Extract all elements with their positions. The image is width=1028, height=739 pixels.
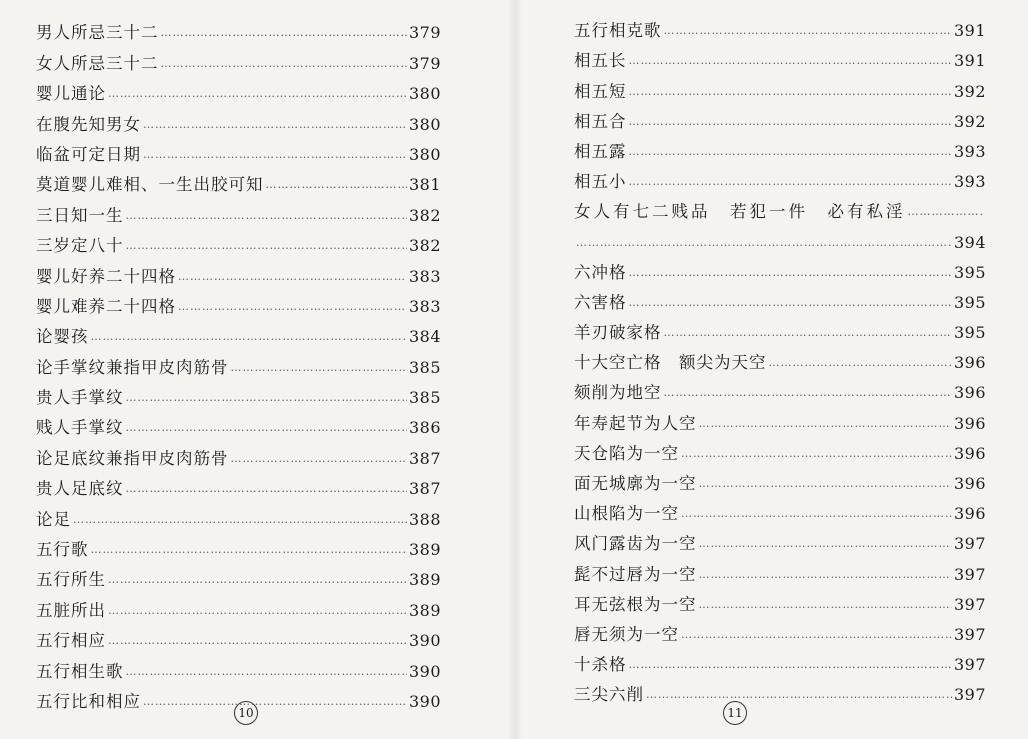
toc-entry [36, 226, 441, 256]
toc-entry [36, 621, 441, 651]
toc-entry [36, 256, 441, 286]
toc-entry [36, 438, 441, 468]
toc-entry-page: 387 [408, 448, 441, 468]
toc-entry-title: 髭不过唇为一空 [574, 564, 697, 584]
toc-entry [574, 283, 986, 313]
toc-entry [36, 195, 441, 225]
toc-entry-page: 380 [408, 84, 441, 104]
toc-leader-dots [664, 327, 952, 339]
toc-entry-page: 383 [408, 296, 441, 316]
toc-entry-page: 397 [953, 655, 986, 675]
right-toc-list [574, 11, 986, 705]
toc-entry-title: 婴儿通论 [36, 84, 106, 104]
toc-leader-dots [629, 146, 952, 158]
toc-entry-page: 379 [408, 53, 441, 73]
toc-entry-title: 论手掌纹兼指甲皮肉筋骨 [36, 357, 229, 377]
toc-entry-title: 在腹先知男女 [36, 114, 141, 134]
toc-entry-title: 莫道婴儿难相、一生出胶可知 [36, 175, 264, 195]
toc-entry-page: 397 [953, 594, 986, 614]
toc-entry-title: 五行相生歌 [36, 661, 124, 681]
toc-entry-page: 397 [953, 624, 986, 644]
toc-entry [36, 165, 441, 195]
toc-entry [574, 645, 986, 675]
toc-leader-dots [629, 176, 952, 188]
toc-entry-title: 五行相克歌 [574, 21, 662, 41]
toc-leader-dots [143, 119, 407, 131]
toc-leader-dots [108, 574, 407, 586]
toc-entry-page: 386 [408, 418, 441, 438]
toc-entry-title: 五行相应 [36, 631, 106, 651]
toc-leader-dots [178, 271, 407, 283]
toc-entry-page: 383 [408, 266, 441, 286]
toc-entry-page: 380 [408, 144, 441, 164]
toc-entry-title: 相五露 [574, 141, 627, 161]
toc-leader-dots [126, 240, 407, 252]
toc-entry-title: 天仓陷为一空 [574, 443, 679, 463]
toc-entry [574, 464, 986, 494]
toc-entry-title: 六害格 [574, 292, 627, 312]
toc-entry [574, 71, 986, 101]
toc-entry-page: 392 [953, 111, 986, 131]
toc-leader-dots [699, 478, 952, 490]
toc-entry-title: 十大空亡格 额尖为天空 [574, 353, 767, 373]
toc-entry-title: 贵人手掌纹 [36, 388, 124, 408]
toc-entry-title: 三日知一生 [36, 205, 124, 225]
toc-entry-title: 风门露齿为一空 [574, 534, 697, 554]
toc-entry [574, 675, 986, 705]
toc-entry-title: 五行所生 [36, 570, 106, 590]
toc-leader-dots [108, 605, 407, 617]
toc-entry [36, 530, 441, 560]
toc-entry-title: 临盆可定日期 [36, 144, 141, 164]
toc-entry-page: 396 [953, 413, 986, 433]
toc-leader-dots [126, 483, 407, 495]
toc-leader-dots [143, 149, 407, 161]
toc-entry-title: 论婴孩 [36, 327, 89, 347]
toc-entry-title: 羊刃破家格 [574, 323, 662, 343]
toc-leader-dots [161, 58, 407, 70]
toc-entry-page: 388 [408, 509, 441, 529]
toc-entry-title: 论足 [36, 509, 71, 529]
toc-entry-title: 贵人足底纹 [36, 479, 124, 499]
toc-entry [574, 102, 986, 132]
toc-entry-page: 396 [953, 383, 986, 403]
toc-entry [36, 104, 441, 134]
toc-leader-dots [699, 418, 952, 430]
toc-entry-page: 382 [408, 236, 441, 256]
toc-entry-page: 389 [408, 600, 441, 620]
toc-leader-dots [681, 629, 952, 641]
toc-entry-page: 385 [408, 388, 441, 408]
toc-entry [574, 615, 986, 645]
toc-leader-dots [91, 331, 407, 343]
toc-leader-dots [178, 301, 407, 313]
toc-entry [574, 192, 986, 222]
toc-entry [36, 560, 441, 590]
toc-entry [574, 343, 986, 373]
toc-leader-dots [629, 86, 952, 98]
toc-leader-dots [231, 453, 407, 465]
toc-entry-title: 五行比和相应 [36, 691, 141, 711]
toc-entry-title: 唇无须为一空 [574, 624, 679, 644]
toc-entry-title: 三尖六削 [574, 685, 644, 705]
toc-entry-page: 382 [408, 205, 441, 225]
toc-entry [574, 494, 986, 524]
toc-entry-title: 六冲格 [574, 262, 627, 282]
toc-entry-title: 相五小 [574, 172, 627, 192]
toc-entry-title: 十杀格 [574, 655, 627, 675]
toc-leader-dots [908, 206, 985, 218]
toc-entry-page: 393 [953, 172, 986, 192]
toc-entry [574, 132, 986, 162]
toc-leader-dots [266, 179, 407, 191]
toc-leader-dots [126, 392, 407, 404]
toc-entry-page: 392 [953, 81, 986, 101]
toc-entry-title: 山根陷为一空 [574, 504, 679, 524]
right-page [514, 0, 1028, 739]
toc-leader-dots [231, 362, 407, 374]
toc-leader-dots [629, 267, 952, 279]
toc-leader-dots [664, 387, 952, 399]
toc-entry-title: 年寿起节为人空 [574, 413, 697, 433]
toc-entry [574, 162, 986, 192]
toc-entry-page: 395 [953, 292, 986, 312]
toc-entry-title: 论足底纹兼指甲皮肉筋骨 [36, 448, 229, 468]
toc-leader-dots [629, 55, 952, 67]
toc-entry-page: 389 [408, 540, 441, 560]
toc-entry-title: 相五合 [574, 111, 627, 131]
toc-entry-title: 耳无弦根为一空 [574, 594, 697, 614]
toc-entry-page: 395 [953, 323, 986, 343]
toc-leader-dots [126, 422, 407, 434]
toc-entry [574, 313, 986, 343]
toc-entry [574, 41, 986, 71]
toc-entry [574, 373, 986, 403]
toc-entry [36, 378, 441, 408]
toc-entry [36, 651, 441, 681]
toc-entry-title: 三岁定八十 [36, 236, 124, 256]
toc-leader-dots [629, 116, 952, 128]
toc-entry [574, 554, 986, 584]
toc-entry-page: 390 [408, 691, 441, 711]
toc-entry-page: 397 [953, 534, 986, 554]
toc-entry [574, 585, 986, 615]
toc-leader-dots [126, 210, 407, 222]
toc-leader-dots [143, 696, 407, 708]
toc-entry [36, 13, 441, 43]
toc-entry-page: 397 [953, 685, 986, 705]
toc-entry-page: 396 [953, 504, 986, 524]
toc-leader-dots [161, 27, 407, 39]
toc-entry-title: 婴儿好养二十四格 [36, 266, 176, 286]
toc-entry-title: 五行歌 [36, 540, 89, 560]
toc-leader-dots [681, 448, 952, 460]
toc-entry [36, 287, 441, 317]
toc-entry-page: 391 [953, 51, 986, 71]
toc-entry [36, 135, 441, 165]
toc-entry-page: 397 [953, 564, 986, 584]
toc-entry-title: 女人有七二贱品 若犯一件 必有私淫 [574, 202, 906, 222]
toc-entry-page: 395 [953, 262, 986, 282]
toc-leader-dots [126, 666, 407, 678]
toc-entry-title: 相五短 [574, 81, 627, 101]
toc-leader-dots [108, 88, 407, 100]
toc-entry-page: 384 [408, 327, 441, 347]
toc-leader-dots [91, 544, 407, 556]
toc-entry-continuation [574, 222, 986, 252]
toc-entry-title: 颏削为地空 [574, 383, 662, 403]
toc-leader-dots [699, 569, 952, 581]
toc-entry-title: 相五长 [574, 51, 627, 71]
toc-entry [574, 11, 986, 41]
left-toc-list [36, 13, 441, 712]
toc-entry-title: 女人所忌三十二 [36, 53, 159, 73]
toc-leader-dots [108, 635, 407, 647]
toc-entry-title: 婴儿难养二十四格 [36, 296, 176, 316]
toc-entry-title: 贱人手掌纹 [36, 418, 124, 438]
toc-entry-page: 394 [953, 232, 986, 252]
toc-entry-page: 379 [408, 23, 441, 43]
right-page-number: 11 [723, 701, 747, 725]
toc-entry-title: 男人所忌三十二 [36, 23, 159, 43]
toc-leader-dots [681, 508, 952, 520]
toc-entry [36, 499, 441, 529]
toc-entry-page: 390 [408, 661, 441, 681]
toc-leader-dots [576, 237, 952, 249]
toc-entry [36, 43, 441, 73]
toc-entry-page: 390 [408, 631, 441, 651]
toc-entry [36, 347, 441, 377]
left-page-number: 10 [234, 701, 258, 725]
toc-entry [36, 590, 441, 620]
toc-entry-page: 396 [953, 353, 986, 373]
toc-entry [36, 408, 441, 438]
toc-entry-page: 387 [408, 479, 441, 499]
toc-entry [574, 434, 986, 464]
toc-entry [36, 469, 441, 499]
toc-entry-title: 面无城廓为一空 [574, 474, 697, 493]
toc-entry [574, 403, 986, 433]
toc-leader-dots [629, 659, 952, 671]
toc-leader-dots [769, 357, 952, 369]
toc-entry-page: 385 [408, 357, 441, 377]
toc-entry-page: 396 [953, 443, 986, 463]
toc-entry [574, 524, 986, 554]
toc-leader-dots [699, 538, 952, 550]
toc-entry [36, 74, 441, 104]
toc-leader-dots [664, 25, 952, 37]
toc-entry-title: 五脏所出 [36, 600, 106, 620]
toc-entry [574, 253, 986, 283]
toc-entry-page: 381 [408, 175, 441, 195]
toc-leader-dots [73, 514, 407, 526]
toc-entry [36, 317, 441, 347]
toc-entry-page: 389 [408, 570, 441, 590]
toc-entry-page: 393 [953, 141, 986, 161]
toc-leader-dots [629, 297, 952, 309]
toc-leader-dots [699, 599, 952, 611]
toc-entry-page: 391 [953, 21, 986, 41]
toc-entry-page: 396 [953, 474, 986, 493]
toc-entry-page: 380 [408, 114, 441, 134]
toc-leader-dots [646, 689, 952, 701]
